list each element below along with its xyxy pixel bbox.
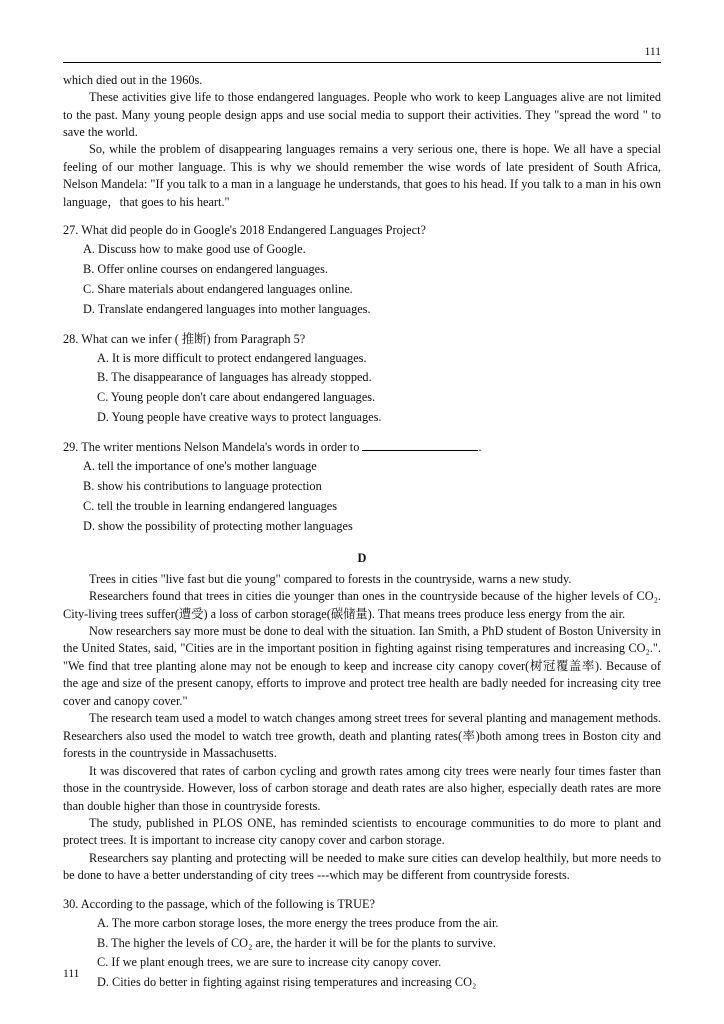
question-30-option-a[interactable]: A. The more carbon storage loses, the more energy the trees produce from the air. [97, 915, 499, 930]
question-30-option-b[interactable]: B. The higher the levels of CO₂ are, the harder it will be for the plants to survive. [97, 935, 496, 950]
question-29-stem-end: . [478, 440, 482, 455]
header-rule [63, 62, 661, 63]
question-30-option-c[interactable]: C. If we plant enough trees, we are sure to increase city canopy cover. [97, 955, 442, 970]
question-30-stem: 30. According to the passage, which of the following is TRUE? [63, 896, 375, 911]
passage-d-paragraph-5: It was discovered that rates of carbon cycling and growth rates among city trees were nearly four times faster than those in the countryside. However, loss of carbon storage and death rates are also higher, especially death rates are more than double higher than those in countryside forests. [63, 763, 661, 813]
passage-d-paragraph-7: Researchers say planting and protecting will be needed to make sure cities can develop healthily, but more needs to be done to have a better understanding of city trees ---which may be different from countryside forests. [63, 850, 661, 883]
question-28-option-a[interactable]: A. It is more difficult to protect endangered languages. [97, 350, 367, 365]
question-28-option-d[interactable]: D. Young people have creative ways to protect languages. [97, 410, 382, 425]
passage-c-paragraph-1: These activities give life to those endangered languages. People who work to keep Languages alive are not limited to the past. Many young people design apps and use social media to support their activities. They "spread the word " to save the world. [63, 90, 661, 139]
question-29-option-c[interactable]: C. tell the trouble in learning endangered languages [83, 498, 338, 513]
passage-d-paragraph-2: Researchers found that trees in cities die younger than ones in the countryside because of the higher levels of CO₂. City-living trees suffer(遭受) a loss of carbon storage(碳储量). That means trees produce less energy from the air. [63, 589, 661, 621]
question-28-option-b[interactable]: B. The disappearance of languages has already stopped. [97, 370, 372, 385]
passage-d-paragraph-4: The research team used a model to watch changes among street trees for several planting and management methods. Researchers also used the model to watch tree growth, death and planting rates(率)both among trees in Boston city and forests in the countryside in Massachusetts. [63, 711, 661, 761]
question-30-option-d[interactable]: D. Cities do better in fighting against rising temperatures and increasing CO₂ [97, 975, 477, 990]
question-27-option-a[interactable]: A. Discuss how to make good use of Google. [83, 242, 306, 257]
passage-d-paragraph-6: The study, published in PLOS ONE, has reminded scientists to encourage communities to do more to plant and protect trees. It is important to increase city canopy cover and carbon storage. [63, 815, 661, 848]
footer-page-number: 111 [63, 968, 80, 980]
page-footer [63, 968, 79, 980]
question-27-option-c[interactable]: C. Share materials about endangered languages online. [83, 281, 353, 296]
question-29-option-a[interactable]: A. tell the importance of one's mother language [83, 459, 317, 473]
passage-d-paragraph-1: Trees in cities "live fast but die young" compared to forests in the countryside, warns a new study. [89, 571, 572, 586]
question-29-option-d[interactable]: D. show the possibility of protecting mother languages [83, 518, 353, 533]
passage-c-paragraph-2: So, while the problem of disappearing languages remains a very serious one, there is hope. We all have a special feeling of our mother language. This is why we should remember the wise words of late president of South Africa, Nelson Mandela: "If you talk to a man in a language he understands, that goes to his head. If you talk to a man in his own language，that goes to his heart." [63, 142, 661, 209]
question-29-option-b[interactable]: B. show his contributions to language protection [83, 478, 322, 493]
passage-c-last-line: which died out in the 1960s. [63, 72, 203, 87]
page-header [63, 46, 661, 62]
question-29-stem [63, 439, 661, 457]
question-27-option-b[interactable]: B. Offer online courses on endangered languages. [83, 262, 328, 276]
answer-blank[interactable] [362, 439, 478, 451]
question-27-stem: 27. What did people do in Google's 2018 Endangered Languages Project? [63, 223, 426, 238]
header-page-number: 111 [644, 46, 661, 58]
passage-d-paragraph-3: Now researchers say more must be done to deal with the situation. Ian Smith, a PhD student of Boston University in the United States, said, "Cities are in the important position in fighting against rising temperatures and increasing CO₂.". "We find that tree planting alone may not be enough to keep and increase city canopy cover(树冠覆盖率). Because of the age and size of the present canopy, efforts to improve and protect tree health are badly needed for increasing city tree cover and canopy cover." [63, 623, 661, 708]
question-28-stem: 28. What can we infer ( 推断) from Paragraph 5? [63, 331, 306, 346]
question-28-option-c[interactable]: C. Young people don't care about endangered languages. [97, 390, 376, 405]
question-27-option-d[interactable]: D. Translate endangered languages into mother languages. [83, 301, 371, 316]
page-content [63, 46, 661, 993]
question-29-stem-text: 29. The writer mentions Nelson Mandela's words in order to [63, 440, 360, 455]
passage-d-letter: D [357, 550, 367, 565]
